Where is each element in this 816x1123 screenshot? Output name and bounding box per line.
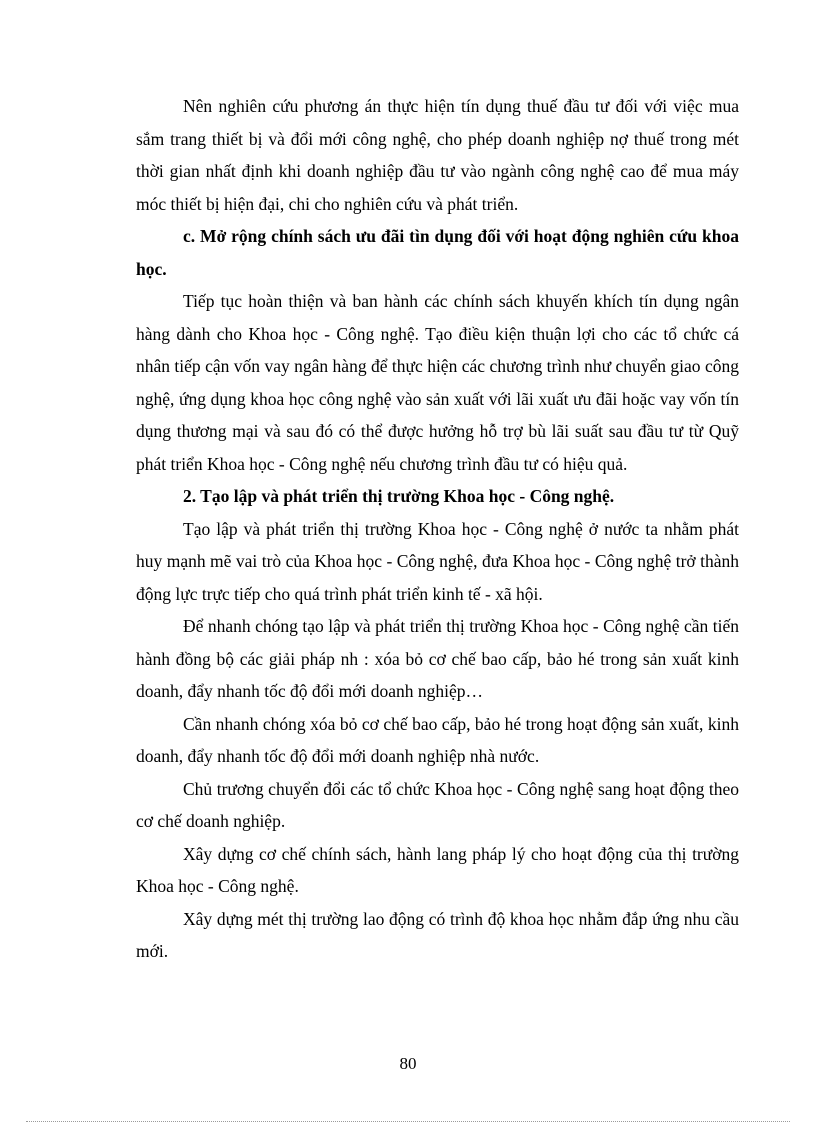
document-body bbox=[136, 90, 739, 968]
heading-market-development: 2. Tạo lập và phát triển thị trường Khoa học - Công nghệ. bbox=[183, 486, 615, 506]
paragraph-legal-framework: Xây dựng cơ chế chính sách, hành lang pháp lý cho hoạt động của thị trường Khoa học - Công nghệ. bbox=[136, 843, 739, 896]
paragraph-convert-organizations: Chủ trương chuyển đổi các tổ chức Khoa học - Công nghệ sang hoạt động theo cơ chế doanh nghiệp. bbox=[136, 778, 739, 831]
page-number: 80 bbox=[399, 1054, 417, 1073]
paragraph-market-role: Tạo lập và phát triển thị trường Khoa học - Công nghệ ở nước ta nhằm phát huy mạnh mẽ vai trò của Khoa học - Công nghệ, đưa Khoa học - Công nghệ trở thành động lực trực tiếp cho quá trình phát triển kinh tế - xã hội. bbox=[136, 518, 739, 604]
paragraph-bank-credit: Tiếp tục hoàn thiện và ban hành các chính sách khuyến khích tín dụng ngân hàng dành cho Khoa học - Công nghệ. Tạo điều kiện thuận lợi cho các tổ chức cá nhân tiếp cận vốn vay ngân hàng để thực hiện các chương trình như chuyển giao công nghệ, ứng dụng khoa học công nghệ vào sản xuất với lãi xuất ưu đãi hoặc vay vốn tín dụng thương mại và sau đó có thể được hưởng hỗ trợ bù lãi suất sau đầu tư từ Quỹ phát triển Khoa học - Công nghệ nếu chương trình đầu tư có hiệu quả. bbox=[136, 291, 739, 474]
paragraph-solutions: Để nhanh chóng tạo lập và phát triển thị trường Khoa học - Công nghệ cần tiến hành đồng bộ các giải pháp nh : xóa bỏ cơ chế bao cấp, bảo hé trong sản xuất kinh doanh, đẩy nhanh tốc độ đổi mới doanh nghiệp… bbox=[136, 616, 739, 701]
paragraph-labor-market: Xây dựng mét thị trường lao động có trình độ khoa học nhằm đắp ứng nhu cầu mới. bbox=[136, 908, 739, 961]
paragraph-abolish-subsidy: Cần nhanh chóng xóa bỏ cơ chế bao cấp, bảo hé trong hoạt động sản xuất, kinh doanh, đẩy nhanh tốc độ đổi mới doanh nghiệp nhà nước. bbox=[136, 713, 739, 766]
heading-credit-policy: c. Mở rộng chính sách ưu đãi tìn dụng đối với hoạt động nghiên cứu khoa học. bbox=[136, 226, 739, 279]
page-bottom-divider bbox=[26, 1121, 790, 1122]
paragraph-tax-credit: Nên nghiên cứu phương án thực hiện tín dụng thuế đầu tư đối với việc mua sắm trang thiết bị và đổi mới công nghệ, cho phép doanh nghiệp nợ thuế trong mét thời gian nhất định khi doanh nghiệp đầu tư vào ngành công nghệ cao để mua máy móc thiết bị hiện đại, chi cho nghiên cứu và phát triển. bbox=[136, 96, 739, 214]
